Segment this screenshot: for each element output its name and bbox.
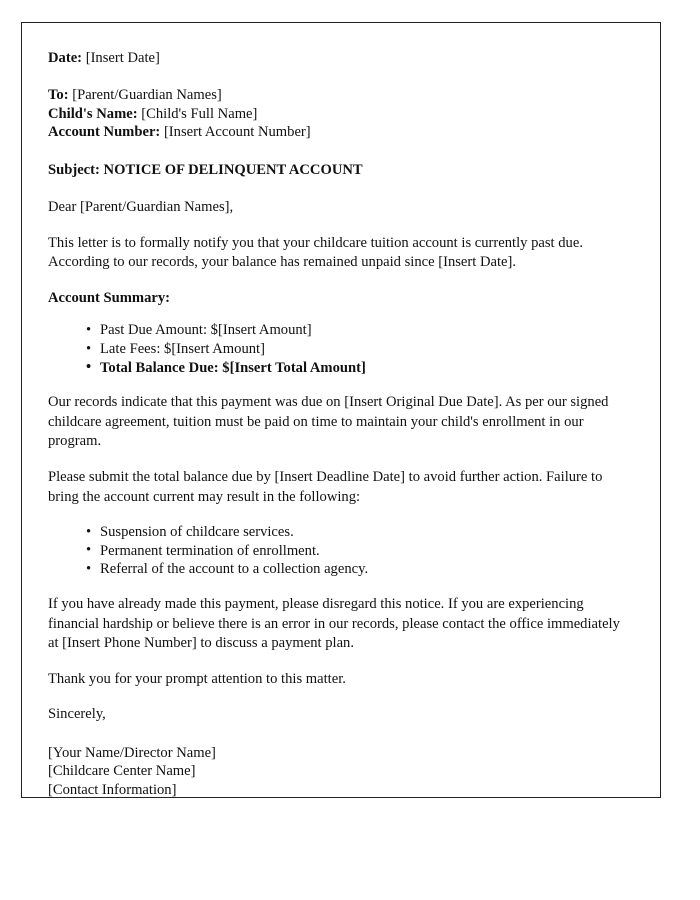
to-value: [Parent/Guardian Names] (72, 87, 222, 104)
list-item: • Late Fees: $[Insert Amount] (86, 340, 620, 359)
spacer (48, 142, 620, 161)
spacer (48, 179, 620, 198)
list-item: • Total Balance Due: $[Insert Total Amount] (86, 359, 620, 378)
closing: Sincerely, (48, 706, 106, 723)
thanks-paragraph: Thank you for your prompt attention to this matter. (48, 670, 346, 687)
child-name-label: Child's Name: (48, 105, 138, 122)
account-number-value: [Insert Account Number] (163, 124, 311, 141)
signature-organization: [Childcare Center Name] (48, 763, 196, 780)
date-label: Date: (48, 50, 83, 66)
spacer (48, 218, 620, 234)
child-name-line (48, 105, 620, 123)
subject-value: NOTICE OF DELINQUENT ACCOUNT (103, 161, 363, 178)
subject-label: Subject: (48, 161, 100, 178)
greeting: Dear [Parent/Guardian Names], (48, 199, 234, 216)
list-item: • Past Due Amount: $[Insert Amount] (86, 321, 620, 340)
account-number-line (48, 123, 620, 141)
signature-name: [Your Name/Director Name] (48, 744, 216, 761)
spacer (48, 725, 620, 744)
spacer (48, 377, 620, 393)
date-value: [Insert Date] (85, 50, 160, 66)
account-summary-heading: Account Summary: (48, 289, 171, 306)
intro-paragraph: This letter is to formally notify you that your childcare tuition account is currently past due. According to our records, your balance has remained unpaid since [Insert Date]. (48, 234, 583, 271)
list-item: • Permanent termination of enrollment. (86, 542, 620, 561)
spacer (48, 308, 620, 321)
spacer (48, 507, 620, 523)
signature-contact: [Contact Information] (48, 781, 177, 798)
subject-line (48, 161, 620, 179)
list-item: • Referral of the account to a collection agency. (86, 560, 620, 579)
spacer (48, 452, 620, 468)
records-paragraph: Our records indicate that this payment was due on [Insert Original Due Date]. As per our signed childcare agreement, tuition must be paid on time to maintain your child's enrollment in our program. (48, 394, 609, 450)
list-item: • Suspension of childcare services. (86, 523, 620, 542)
deadline-paragraph: Please submit the total balance due by [Insert Deadline Date] to avoid further action. Failure to bring the account current may result in the following: (48, 468, 603, 505)
letter-page-border (21, 22, 661, 798)
consequences-list (48, 523, 620, 579)
child-name-value: [Child's Full Name] (141, 105, 258, 122)
spacer (48, 654, 620, 670)
spacer (48, 579, 620, 595)
to-label: To: (48, 87, 69, 104)
letter-content (22, 23, 660, 799)
disregard-paragraph: If you have already made this payment, please disregard this notice. If you are experiencing financial hardship or believe there is an error in our records, please contact the office immediately at [Insert Phone Number] to discuss a payment plan. (48, 595, 620, 652)
spacer (48, 273, 620, 289)
recipient-line (48, 86, 620, 104)
account-summary-list (48, 321, 620, 377)
date-line (48, 49, 620, 67)
spacer (48, 689, 620, 705)
spacer (48, 67, 620, 86)
account-number-label: Account Number: (48, 124, 161, 141)
